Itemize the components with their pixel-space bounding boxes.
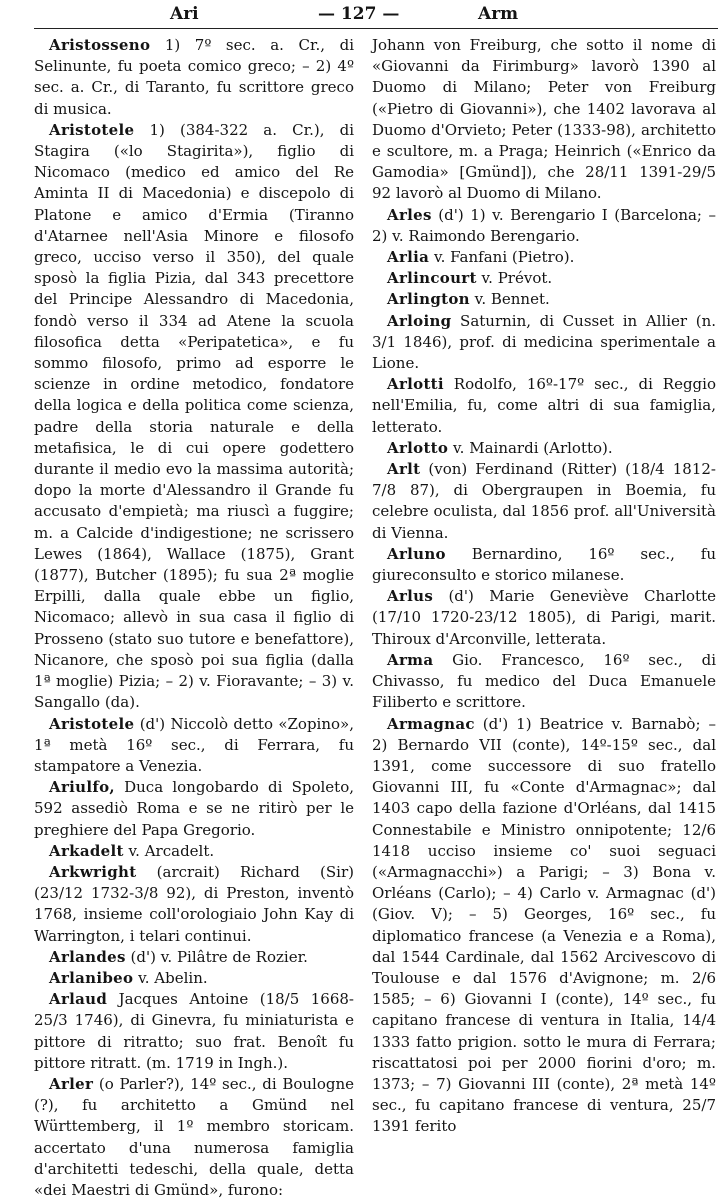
- header-rule: [34, 28, 718, 29]
- entry: [372, 374, 716, 438]
- entry-headword: Arlotti: [387, 375, 444, 394]
- entry: [34, 947, 354, 968]
- entry-text: Bernardino, 16º sec., fu giureconsulto e storico milanese.: [372, 544, 716, 585]
- entry-headword: Arlotto: [387, 438, 449, 457]
- entry: [372, 438, 716, 459]
- text-columns: [0, 35, 718, 1199]
- header-right-guideword: Arm: [478, 4, 519, 24]
- entry: [372, 289, 716, 310]
- entry-text: v. Bennet.: [469, 290, 550, 309]
- right-column: [372, 35, 716, 1136]
- entry-text: Johann von Freiburg, che sotto il nome di «Giovanni da Firimburg» lavorò 1390 al Duomo di Milano; Peter von Freiburg («Pietro di Giovanni»), che 1402 lavorava al Duomo d'Orvieto; Peter (1333-98), architetto e scultore, m. a Praga; Heinrich («Enrico da Gamodia» [Gmünd]), che 28/11 1391-29/5 92 lavorò al Duomo di Milano.: [372, 36, 716, 203]
- entry-headword: Arloing: [387, 311, 452, 330]
- entry-headword: Arlus: [387, 587, 434, 606]
- entry-headword: Arlandes: [49, 947, 126, 966]
- entry: [372, 311, 716, 375]
- entry: [34, 714, 354, 778]
- entry-text: (d') v. Pilâtre de Rozier.: [125, 947, 308, 966]
- entry-continuation: [372, 35, 716, 205]
- entry-headword: Armagnac: [387, 714, 475, 733]
- entry-headword: Arlia: [387, 248, 430, 267]
- entry-text: (d') Niccolò detto «Zopino», 1ª metà 16º sec., di Ferrara, fu stampatore a Venezia.: [34, 714, 354, 775]
- entry-text: v. Arcadelt.: [123, 841, 215, 860]
- entry-text: v. Abelin.: [133, 968, 208, 987]
- entry-headword: Arlincourt: [387, 269, 477, 288]
- left-column: [34, 35, 354, 1199]
- entry-text: (arcrait) Richard (Sir) (23/12 1732-3/8 92), di Preston, inventò 1768, insieme coll'orologiaio John Kay di Warrington, i telari continui.: [34, 862, 354, 945]
- entry-headword: Arkadelt: [49, 841, 124, 860]
- entry-headword: Arlt: [387, 460, 421, 479]
- entry-headword: Ariulfo,: [49, 778, 115, 797]
- entry-headword: Aristotele: [49, 714, 135, 733]
- entry: [372, 268, 716, 289]
- entry-text: Gio. Francesco, 16º sec., di Chivasso, fu medico del Duca Emanuele Filiberto e scrittore.: [372, 650, 716, 712]
- entry: [34, 777, 354, 841]
- entry-headword: Aristotele: [49, 120, 135, 139]
- entry-headword: Arluno: [387, 544, 446, 563]
- entry-headword: Arles: [387, 205, 432, 224]
- entry-text: (d') Marie Geneviève Charlotte (17/10 1720-23/12 1805), di Parigi, marit. Thiroux d'Arconville, letterata.: [372, 587, 716, 648]
- page-header: [0, 0, 718, 26]
- entry-text: Jacques Antoine (18/5 1668-25/3 1746), di Ginevra, fu miniaturista e pittore di ritratto; suo frat. Benoît fu pittore ritratt. (m. 1719 in Ingh.).: [34, 990, 354, 1072]
- entry: [372, 650, 716, 714]
- entry: [372, 544, 716, 586]
- page-number: — 127 —: [318, 4, 400, 24]
- entry: [34, 120, 354, 714]
- entry-text: 1) 7º sec. a. Cr., di Selinunte, fu poeta comico greco; – 2) 4º sec. a. Cr., di Taranto, fu scrittore greco di musica.: [34, 36, 354, 118]
- entry: [372, 459, 716, 544]
- entry-headword: Arlington: [387, 290, 470, 309]
- entry: [372, 205, 716, 247]
- header-left-guideword: Ari: [170, 4, 199, 24]
- entry-text: v. Mainardi (Arlotto).: [448, 438, 613, 457]
- entry-text: (d') 1) Beatrice v. Barnabò; – 2) Bernardo VII (conte), 14º-15º sec., dal 1391, come successore di suo fratello Giovanni III, fu «Conte d'Armagnac»; dal 1403 capo della fazione d'Orléans, dal 1415 Connestabile e Ministro onnipotente; 12/6 1418 ucciso insieme co' suoi seguaci («Armagnacchi») a Parigi; – 3) Bona v. Orléans (Carlo); – 4) Carlo v. Armagnac (d') (Giov. V); – 5) Georges, 16º sec., fu diplomatico francese (a Venezia e a Roma), dal 1544 Cardinale, dal 1562 Arcivescovo di Toulouse e dal 1576 d'Avignone; m. 2/6 1585; – 6) Giovanni I (conte), 14º sec., fu capitano francese di ventura in Italia, 14/4 1333 fatto prigion. sotto le mura di Ferrara; riscattatosi poi per 2000 fiorini d'oro; m. 1373; – 7) Giovanni III (conte), 2ª metà 14º sec., fu capitano francese di ventura, 25/7 1391 ferito: [372, 714, 716, 1136]
- entry-headword: Arkwright: [49, 862, 137, 881]
- entry: [34, 1074, 354, 1201]
- entry-text: Saturnin, di Cusset in Allier (n. 3/1 1846), prof. di medicina sperimentale a Lione.: [372, 311, 716, 373]
- entry: [372, 586, 716, 650]
- entry: [34, 35, 354, 120]
- entry-headword: Arlanibeo: [49, 968, 134, 987]
- entry-text: v. Prévot.: [476, 269, 553, 288]
- entry-text: (von) Ferdinand (Ritter) (18/4 1812-7/8 87), di Obergraupen in Boemia, fu celebre oculista, dal 1856 prof. all'Università di Vienna.: [372, 460, 716, 542]
- entry-headword: Arma: [387, 650, 434, 669]
- entry: [34, 968, 354, 989]
- entry: [34, 862, 354, 947]
- entry-headword: Arlaud: [49, 990, 108, 1009]
- entry-text: (d') 1) v. Berengario I (Barcelona; – 2) v. Raimondo Berengario.: [372, 205, 716, 245]
- entry-text: 1) (384-322 a. Cr.), di Stagira («lo Stagirita»), figlio di Nicomaco (medico ed amico del Re Aminta II di Macedonia) e discepolo di Platone e amico d'Ermia (Tiranno d'Atarnee nell'Asia Minore e filosofo greco, ucciso verso il 350), del quale sposò la figlia Pizia, dal 343 precettore del Principe Alessandro di Macedonia, fondò verso il 334 ad Atene la scuola filosofica detta «Peripatetica», e fu sommo filosofo, primo ad esporre le scienze in ordine metodico, fondatore della logica e della politica come scienza, padre della storia naturale e della metafisica, le di cui opere godettero durante il medio evo la massima autorità; dopo la morte d'Alessandro il Grande fu accusato d'empietà; ma riuscì a fuggire; m. a Calcide d'indigestione; ne scrissero Lewes (1864), Wallace (1875), Grant (1877), Butcher (1895); fu sua 2ª moglie Erpilli, dalla quale ebbe un figlio, Nicomaco; allevò in sua casa il figlio di Prosseno (stato suo tutore e benefattore), Nicanore, che sposò poi sua figlia (dalla 1ª moglie) Pizia; – 2) v. Fioravante; – 3) v. Sangallo (da).: [34, 120, 354, 712]
- entry-text: Rodolfo, 16º-17º sec., di Reggio nell'Emilia, fu, come altri di sua famiglia, letterato.: [372, 375, 716, 436]
- entry-headword: Aristosseno: [49, 36, 151, 54]
- entry-headword: Arler: [49, 1074, 94, 1093]
- entry: [372, 714, 716, 1138]
- entry: [34, 989, 354, 1074]
- entry-text: Duca longobardo di Spoleto, 592 assediò Roma e se ne ritirò per le preghiere del Papa Gregorio.: [34, 778, 354, 839]
- entry-text: v. Fanfani (Pietro).: [429, 248, 575, 267]
- entry: [372, 247, 716, 268]
- entry: [34, 841, 354, 862]
- entry-text: (o Parler?), 14º sec., di Boulogne (?), fu architetto a Gmünd nel Württemberg, il 1º membro storicam. accertato d'una numerosa famiglia d'architetti tedeschi, della quale, detta «dei Maestri di Gmünd», furono:: [34, 1074, 354, 1199]
